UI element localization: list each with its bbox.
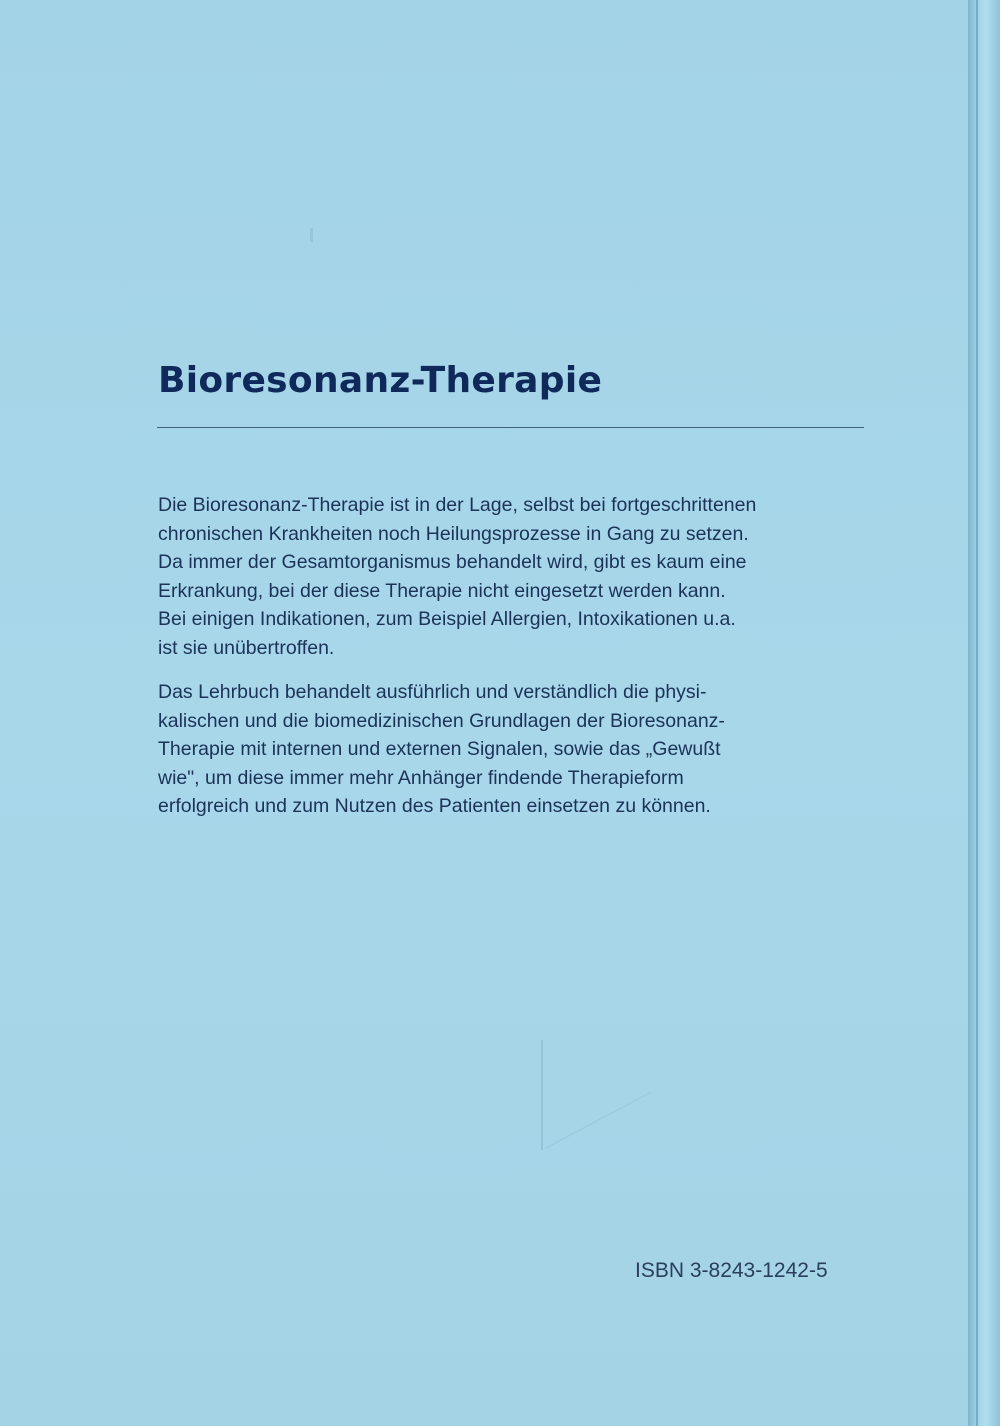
text-line: Die Bioresonanz-Therapie ist in der Lage, selbst bei fortgeschrittenen bbox=[158, 494, 757, 516]
text-line: Therapie mit internen und externen Signalen, sowie das „Gewußt bbox=[158, 738, 721, 760]
description-paragraph-1 bbox=[158, 491, 878, 662]
spine-hinge-line bbox=[976, 0, 978, 1426]
book-title: Bioresonanz-Therapie bbox=[158, 360, 603, 401]
text-line: kalischen und die biomedizinischen Grundlagen der Bioresonanz- bbox=[158, 709, 725, 732]
text-line: chronischen Krankheiten noch Heilungsprozesse in Gang zu setzen. bbox=[158, 522, 749, 545]
text-line: Das Lehrbuch behandelt ausführlich und verständlich die physi- bbox=[158, 681, 707, 703]
text-line: Bei einigen Indikationen, zum Beispiel Allergien, Intoxikationen u.a. bbox=[158, 608, 736, 630]
title-divider bbox=[157, 427, 864, 428]
text-line: Da immer der Gesamtorganismus behandelt wird, gibt es kaum eine bbox=[158, 551, 747, 573]
scratch-mark bbox=[310, 228, 313, 242]
text-line: wie", um diese immer mehr Anhänger findende Therapieform bbox=[158, 766, 684, 789]
description-paragraph-2 bbox=[158, 678, 878, 821]
scratch-mark bbox=[541, 1040, 543, 1150]
text-line: ist sie unübertroffen. bbox=[158, 636, 335, 659]
text-line: Erkrankung, bei der diese Therapie nicht eingesetzt werden kann. bbox=[158, 579, 726, 602]
text-line: erfolgreich und zum Nutzen des Patienten einsetzen zu können. bbox=[158, 795, 711, 817]
book-spine-edge bbox=[968, 0, 1000, 1426]
isbn-number: ISBN 3-8243-1242-5 bbox=[635, 1259, 828, 1282]
